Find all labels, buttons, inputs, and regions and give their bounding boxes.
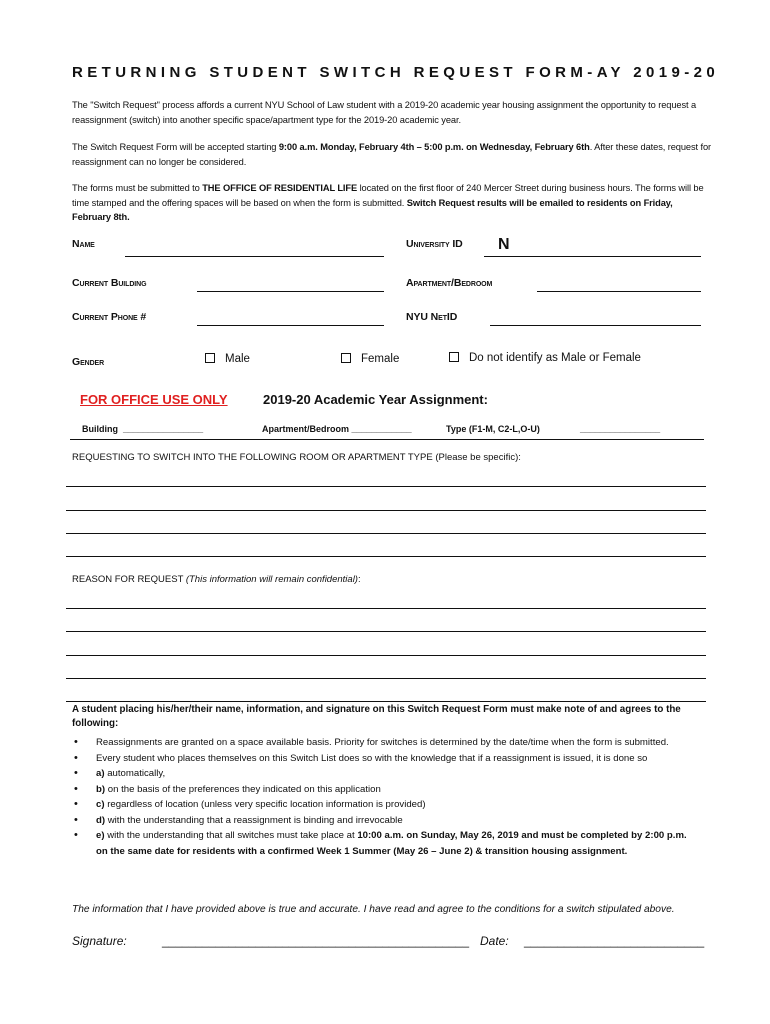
nyu-netid-label: NYU NetID bbox=[406, 311, 458, 323]
schedule-pre: The Switch Request Form will be accepted starting bbox=[72, 142, 279, 152]
office-type-label: Type (F1-M, C2-L,O-U) bbox=[446, 424, 540, 434]
name-label: Name bbox=[72, 238, 95, 250]
term-c-text: regardless of location (unless very specific location information is provided) bbox=[104, 799, 426, 810]
schedule-window: 9:00 a.m. Monday, February 4th – 5:00 p.m. on Wednesday, February 6th bbox=[278, 142, 590, 152]
university-id-field[interactable] bbox=[484, 256, 701, 257]
requesting-label: REQUESTING TO SWITCH INTO THE FOLLOWING ROOM OR APARTMENT TYPE (Please be specific): bbox=[72, 452, 521, 463]
reason-note: (This information will remain confidential) bbox=[185, 574, 358, 585]
term-e-text: with the understanding that all switches must take place at bbox=[104, 830, 358, 841]
gender-option-female[interactable] bbox=[341, 353, 399, 365]
apartment-bedroom-label: Apartment/Bedroom bbox=[406, 277, 493, 289]
name-field[interactable] bbox=[125, 256, 384, 257]
requesting-line-2[interactable] bbox=[66, 510, 706, 511]
signature-label: Signature: bbox=[72, 934, 127, 948]
assignment-label: 2019-20 Academic Year Assignment: bbox=[263, 392, 488, 407]
term-d-key: d) bbox=[96, 814, 106, 826]
gender-option-male[interactable] bbox=[205, 353, 250, 365]
submission-pre: The forms must be submitted to bbox=[72, 183, 203, 193]
nyu-netid-field[interactable] bbox=[490, 325, 701, 326]
office-apartment bbox=[262, 424, 412, 434]
term-1: • Reassignments are granted on a space available basis. Priority for switches is determined by the date/time when the form is submitted. bbox=[72, 735, 692, 751]
submission-paragraph bbox=[72, 181, 712, 225]
term-a-key: a) bbox=[96, 768, 105, 779]
agreement-heading: A student placing his/her/their name, information, and signature on this Switch Request Form must make note of and agrees to the following: bbox=[72, 704, 681, 729]
schedule-paragraph bbox=[72, 140, 712, 169]
term-b-text: on the basis of the preferences they indicated on this application bbox=[105, 783, 381, 795]
date-label: Date: bbox=[480, 934, 509, 948]
reason-line-3[interactable] bbox=[66, 655, 706, 656]
reason-line-2[interactable] bbox=[66, 631, 706, 632]
form-title: RETURNING STUDENT SWITCH REQUEST FORM-AY 2019-20 bbox=[72, 64, 720, 81]
agreement-terms bbox=[72, 735, 692, 859]
current-building-field[interactable] bbox=[197, 291, 384, 292]
current-building-label: Current Building bbox=[72, 277, 147, 289]
term-c-key: c) bbox=[96, 799, 105, 810]
intro-paragraph: The "Switch Request" process affords a current NYU School of Law student with a 2019-20 academic year housing assignment the opportunity to request a reassignment (switch) into another specific space/apartment type for the 2019-20 academic year. bbox=[72, 100, 697, 125]
office-building-label: Building bbox=[82, 424, 118, 434]
reason-line-5[interactable] bbox=[66, 701, 706, 702]
schedule-post: . After these dates, request for reassignment can no longer be considered. bbox=[72, 142, 712, 167]
checkbox-male[interactable] bbox=[205, 353, 215, 363]
term-b-key: b) bbox=[96, 783, 106, 795]
signature-field[interactable]: ______________________________________________ bbox=[162, 934, 469, 948]
current-phone-field[interactable] bbox=[197, 325, 384, 326]
requesting-line-4[interactable] bbox=[66, 556, 706, 557]
checkbox-female[interactable] bbox=[341, 353, 351, 363]
attestation: The information that I have provided above is true and accurate. I have read and agree to the conditions for a switch stipulated above. bbox=[72, 904, 675, 915]
office-apartment-label: Apartment/Bedroom bbox=[262, 424, 350, 434]
reason-line-4[interactable] bbox=[66, 678, 706, 679]
date-field[interactable]: ___________________________ bbox=[524, 934, 705, 948]
term-e bbox=[72, 828, 692, 859]
term-a bbox=[72, 766, 692, 782]
reason-label bbox=[72, 574, 361, 585]
term-b bbox=[72, 782, 692, 798]
office-type-blank: ________________ bbox=[580, 424, 661, 434]
term-c bbox=[72, 797, 692, 813]
reason-suffix: : bbox=[357, 574, 361, 585]
term-d bbox=[72, 813, 692, 829]
university-id-label: University ID bbox=[406, 238, 463, 250]
requesting-line-3[interactable] bbox=[66, 533, 706, 534]
submission-office: THE OFFICE OF RESIDENTIAL LIFE bbox=[202, 183, 358, 193]
submission-mid: located on the first floor of 240 Mercer Street during business hours. The forms will be time stamped and the offering spaces will be based on when the form is submitted. bbox=[72, 183, 704, 208]
apartment-bedroom-field[interactable] bbox=[537, 291, 701, 292]
checkbox-other[interactable] bbox=[449, 352, 459, 362]
term-d-text: with the understanding that a reassignment is binding and irrevocable bbox=[105, 814, 403, 826]
office-building-blank: ________________ bbox=[123, 424, 204, 434]
term-2: • Every student who places themselves on this Switch List does so with the knowledge that if a reassignment is issued, it is done so bbox=[72, 751, 692, 767]
office-apartment-blank: ____________ bbox=[351, 424, 412, 434]
reason-label-text: REASON FOR REQUEST bbox=[72, 574, 186, 585]
submission-results: Switch Request results will be emailed to residents on Friday, February 8th. bbox=[72, 197, 673, 222]
current-phone-label: Current Phone # bbox=[72, 311, 147, 323]
gender-option-female-label: Female bbox=[361, 353, 400, 365]
requesting-line-1[interactable] bbox=[66, 486, 706, 487]
term-a-text: automatically, bbox=[104, 768, 166, 779]
reason-line-1[interactable] bbox=[66, 608, 706, 609]
office-building bbox=[82, 424, 203, 434]
office-use-title: FOR OFFICE USE ONLY bbox=[80, 392, 228, 407]
gender-option-other[interactable] bbox=[449, 352, 641, 364]
gender-label: Gender bbox=[72, 356, 105, 368]
term-e-bold: 10:00 a.m. on Sunday, May 26, 2019 and must be completed by 2:00 p.m. on the same date for residents with a confirmed Week 1 Summer (May 26 – June 2) & transition housing assignment. bbox=[96, 830, 687, 857]
term-e-key: e) bbox=[96, 830, 105, 841]
university-id-prefix: N bbox=[498, 236, 510, 253]
gender-option-male-label: Male bbox=[225, 353, 250, 365]
gender-option-other-label: Do not identify as Male or Female bbox=[469, 352, 641, 364]
